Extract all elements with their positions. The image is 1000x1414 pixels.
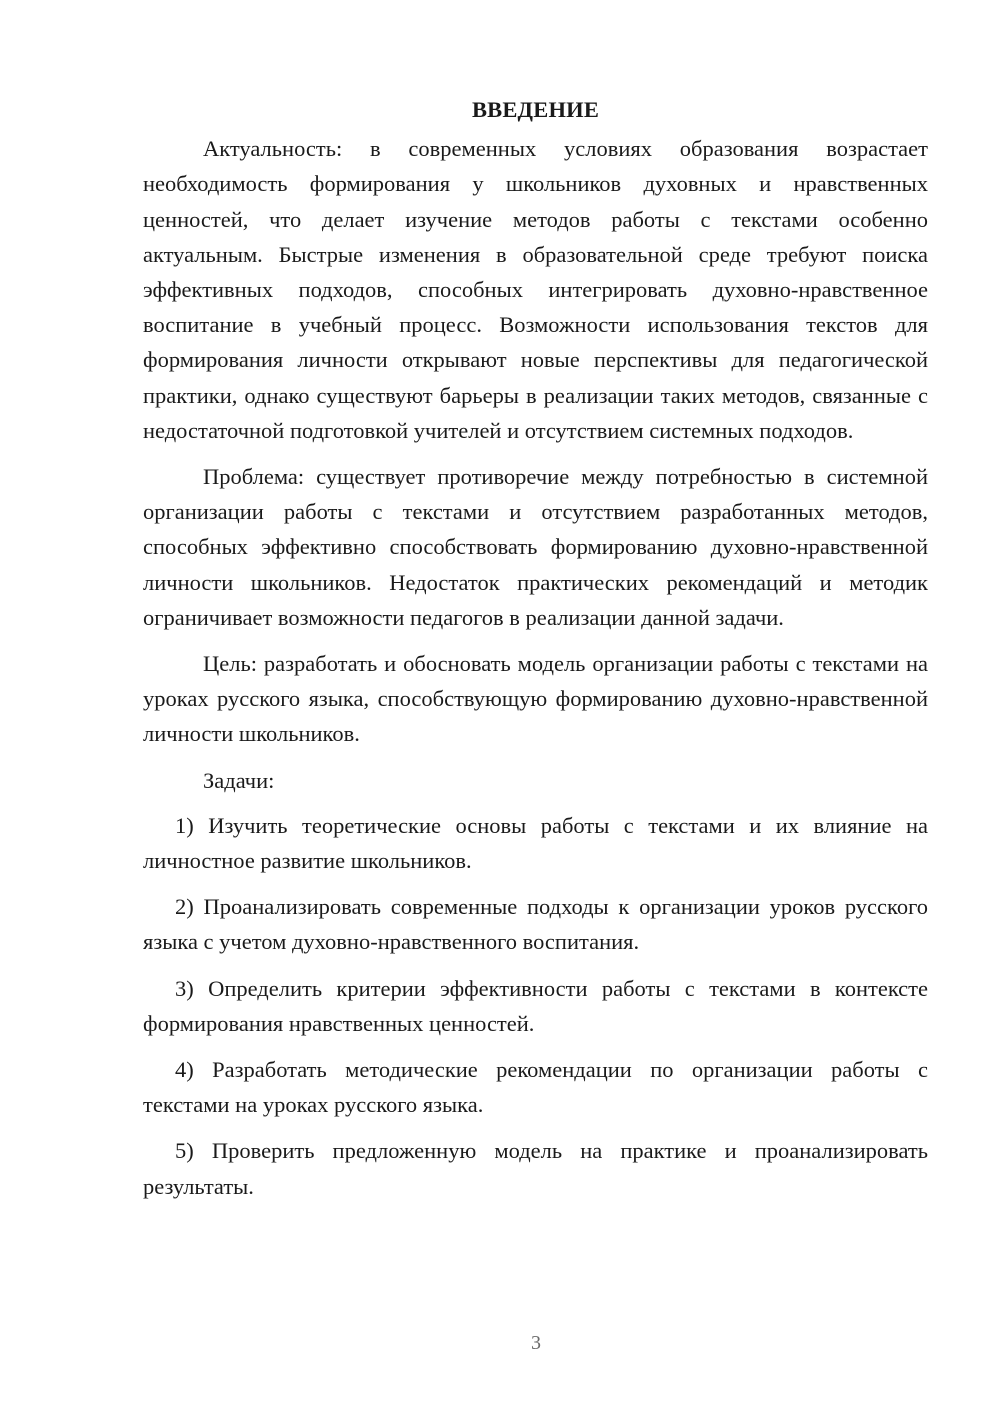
paragraph-relevance: Актуальность: в современных условиях образования возрастает необходимость формирования у школьников духовных и нравственных ценностей, что делает изучение методов работы с текстами особенно актуальным. Быстрые изменения в образовательной среде требуют поиска эффективных подходов, способных интегрировать духовно-нравственное воспитание в учебный процесс. Возможности использования текстов для формирования личности открывают новые перспективы для педагогической практики, однако существуют барьеры в реализации таких методов, связанные с недостаточной подготовкой учителей и отсутствием системных подходов.: [143, 136, 928, 443]
section-title: ВВЕДЕНИЕ: [471, 97, 600, 122]
tasks-heading: Задачи:: [203, 767, 275, 793]
task-item: 5) Проверить предложенную модель на практике и проанализировать результаты.: [143, 1138, 928, 1199]
task-item: 2) Проанализировать современные подходы к организации уроков русского языка с учетом духовно-нравственного воспитания.: [143, 894, 928, 955]
task-item: 1) Изучить теоретические основы работы с текстами и их влияние на личностное развитие школьников.: [143, 812, 928, 874]
task-item: 4) Разработать методические рекомендации по организации работы с текстами на уроках русского языка.: [143, 1057, 928, 1118]
paragraph-problem: Проблема: существует противоречие между потребностью в системной организации работы с текстами и отсутствием разработанных методов, способных эффективно способствовать формированию духовно-нравственной личности школьников. Недостаток практических рекомендаций и методик ограничивает возможности педагогов в реализации данной задачи.: [143, 464, 928, 630]
task-item: 3) Определить критерии эффективности работы с текстами в контексте формирования нравственных ценностей.: [143, 975, 928, 1036]
page-number: 3: [531, 1332, 541, 1354]
paragraph-goal: Цель: разработать и обосновать модель организации работы с текстами на уроках русского языка, способствующую формированию духовно-нравственной личности школьников.: [143, 651, 928, 747]
page-content: [143, 92, 928, 1215]
